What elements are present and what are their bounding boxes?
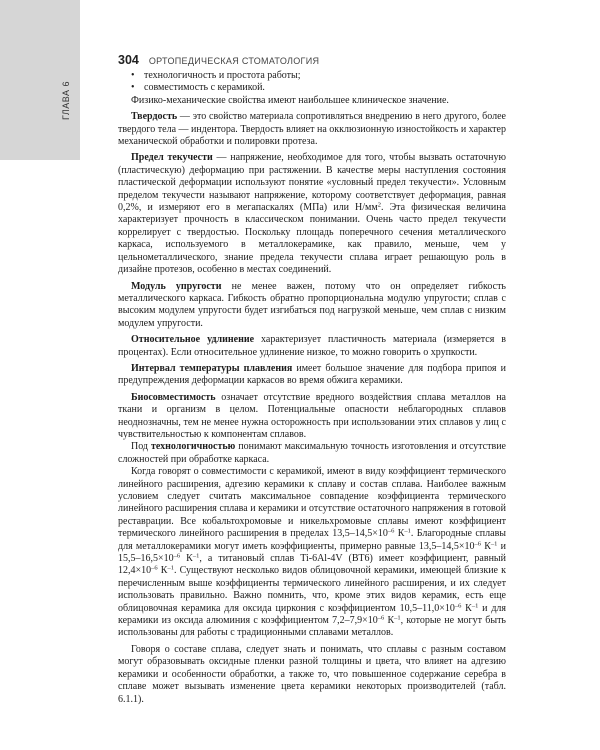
ceramic-compatibility-paragraph: Когда говорят о совместимости с керамикой, имеют в виду коэффициент термического линейного расширения, адгезию керамики к сплаву и состав сплава. Наиболее важным условием следует считать максимальное совпадение коэффициента термического линейного расширения сплава и керамики и отсутствие остаточного напряжения в готовой реставрации. Все кобальтохромовые и никельхромовые сплавы имеют коэффициент термического линейного расширения в пределах $13,5-14,5\times 10^{-6}$ $К^{-1}$. Благородные сплавы для металлокерамики могут иметь коэффициенты, примерно равные $13,5-14,5\times 10^{-6}$ $К^{-1}$ и $15,5-16,5\times 10^{-6}$ $К^{-1}$, а титановый сплав Ti-6Al-4V (ВТ6) имеет коэффициент, равный $12,4\times 10^{-6}$ $К^{-1}$. Существуют несколько видов облицовочной керамики, имеющей близкие к перечисленным выше коэффициенты термического линейного расширения, и их следует использовать правильно. Важно помнить, что, кроме этих видов керамик, есть еще облицовочная керамика для оксида циркония с коэффициентом $10,5-11,0\times 10^{-6}$ $К^{-1}$ и для керамики из оксида алюминия с коэффициентом $7,2-7,9\times 10^{-6}$ $К^{-1}$, которые не могут быть использованы для работы с традиционными сплавами металлов. (118, 466, 507, 639)
chapter-label: ГЛАВА 6 (61, 80, 71, 120)
melting-paragraph: Интервал температуры плавления имеет большое значение для подбора припоя и предупреждения деформации каркасов во время обжига керамики. (118, 362, 506, 387)
term-melting-interval: Интервал температуры плавления (131, 362, 293, 374)
hardness-paragraph: Твердость — это свойство материала сопротивляться внедрению в него другого, более твердого тела — индентора. Твердость влияет на окклюзионную изностойкость и характер механической обработки и полировки протеза. (118, 111, 506, 148)
running-head: ОРТОПЕДИЧЕСКАЯ СТОМАТОЛОГИЯ (148, 56, 320, 66)
bullet-item: • совместимость с керамикой. (118, 82, 506, 94)
term-elastic-modulus: Модуль упругости (131, 280, 222, 292)
yield-paragraph: Предел текучести — напряжение, необходимое для того, чтобы вызвать остаточную (пластическую) деформацию при растяжении. В качестве меры наступления состояния пластической деформации используют понятие «условный предел текучести». Условным пределом текучести называют напряжение, которому соответствует деформация, равная 0,2%, и измеряют его в мегапаскалях (МПа) или $Н/мм^2$. Эта физическая величина характеризует прочность в классическом понимании. Очень часто предел текучести коррелирует с твердостью. Поскольку площадь поперечного сечения металлического каркаса, используемого в металлокерамике, как правило, меньше, чем у цельнометаллического, знание предела текучести сплава играет решающую роль в дизайне протезов, особенно в местах соединений. (118, 152, 507, 276)
biocompatibility-paragraph: Биосовместимость означает отсутствие вредного воздействия сплава металлов на ткани и организм в целом. Потенциальные опасности неблагородных сплавов неоднозначны, тем не менее нужна осторожность при использовании этих сплавов у лиц с чувствительностью к компонентам сплавов. (118, 391, 506, 440)
page-header (118, 53, 319, 67)
term-yield-strength: Предел текучести (131, 152, 213, 164)
term-biocompatibility: Биосовместимость (131, 391, 216, 403)
page-number: 304 (118, 53, 139, 67)
modulus-paragraph: Модуль упругости не менее важен, потому что он определяет гибкость металлического каркаса. Гибкость обратно пропорциональна модулю упругости; сплав с высоким модулем упругости будет изгибаться под нагрузкой меньше, чем сплав с низким модулем упругости. (118, 280, 506, 329)
term-hardness: Твердость (131, 111, 178, 123)
manufacturability-paragraph: Под технологичностью понимают максимальную точность изготовления и отсутствие сложностей при обработке каркаса. (118, 441, 506, 465)
bullet-item: • технологичность и простота работы; (118, 70, 506, 82)
bullet-list (118, 70, 506, 95)
term-manufacturability: технологичностью (150, 441, 236, 453)
elongation-paragraph: Относительное удлинение характеризует пластичность материала (измеряется в процентах). Если относительное удлинение низкое, то можно говорить о хрупкости. (118, 334, 506, 358)
page-body (118, 70, 506, 706)
term-elongation: Относительное удлинение (131, 334, 255, 346)
alloy-composition-paragraph: Говоря о составе сплава, следует знать и понимать, что сплавы с разным составом могут образовывать оксидные пленки разной толщины и цвета, что влияет на адгезию керамики и особенности обработки, а также то, что повышенное содержание серебра в сплаве может вызывать изменение цвета керамики некоторых производителей (табл. 6.1.1). (118, 643, 506, 705)
intro-paragraph: Физико-механические свойства имеют наибольшее клиническое значение. (131, 94, 449, 106)
